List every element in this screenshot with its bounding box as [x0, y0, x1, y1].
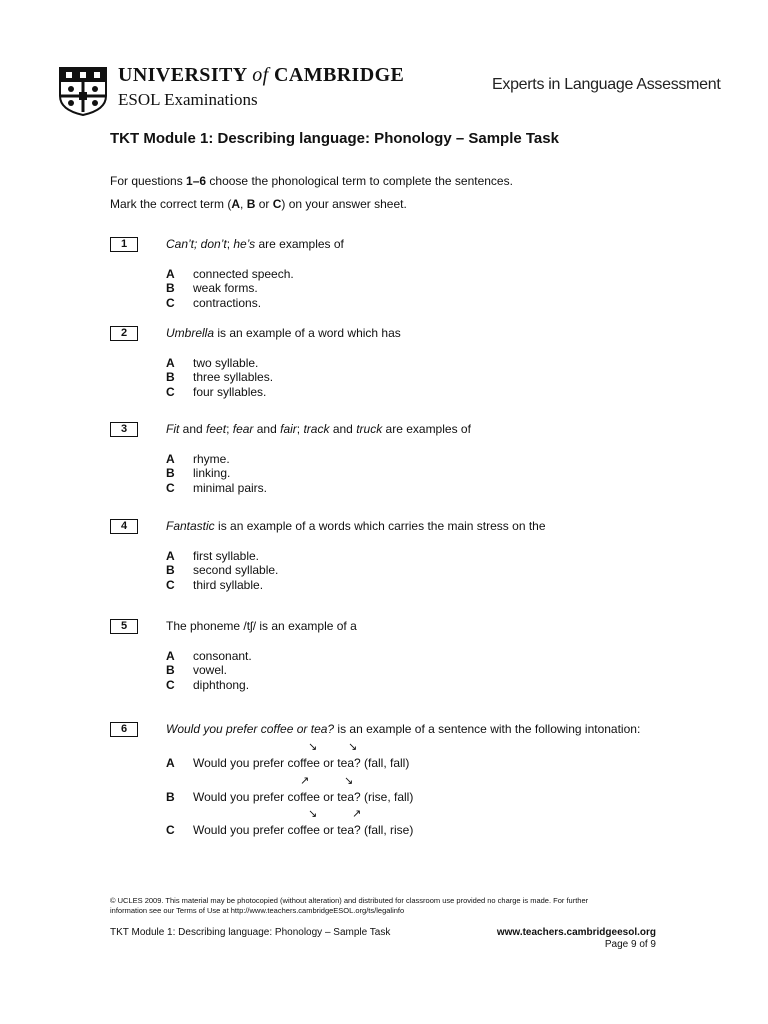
option-letter: A — [166, 549, 175, 563]
option-letter: C — [166, 296, 175, 310]
page-number: Page 9 of 9 — [604, 939, 656, 950]
option-letter: B — [166, 563, 175, 577]
option-text: contractions. — [193, 296, 262, 310]
option-letter: B — [166, 281, 175, 295]
option-letter: C — [166, 578, 175, 592]
option-text: linking. — [193, 466, 231, 480]
cambridge-crest-logo — [58, 66, 108, 116]
question-stem: Fantastic is an example of a words which carries the main stress on the — [166, 519, 546, 533]
fall-arrow-icon: ↘ — [308, 808, 318, 820]
option-letter: C — [166, 823, 175, 837]
option-text: first syllable. — [193, 549, 260, 563]
option-letter: A — [166, 452, 175, 466]
tagline: Experts in Language Assessment — [492, 76, 721, 93]
fall-arrow-icon: ↘ — [348, 741, 358, 753]
option-text: four syllables. — [193, 385, 267, 399]
option-letter: A — [166, 267, 175, 281]
question-stem: Can’t; don’t; he’s are examples of — [166, 237, 344, 251]
question-number: 6 — [110, 722, 138, 737]
option-letter: B — [166, 466, 175, 480]
option-text: Would you prefer coffee or tea? (fall, fall) — [193, 756, 410, 770]
esol-subtitle: ESOL Examinations — [118, 90, 258, 109]
option-text: connected speech. — [193, 267, 294, 281]
question-number: 4 — [110, 519, 138, 534]
rise-arrow-icon: ↗ — [300, 775, 310, 787]
copyright-notice: © UCLES 2009. This material may be photocopied (without alteration) and distributed for classroom use provided no charge is made. For further information see our Terms of Use at http://www.teachers.cambridgeESOL.org/ts/legalinfo — [110, 896, 589, 915]
footer-url: www.teachers.cambridgeesol.org — [496, 927, 656, 938]
instruction-line-2: Mark the correct term (A, B or C) on your answer sheet. — [110, 197, 407, 211]
option-text: diphthong. — [193, 678, 250, 692]
question-stem: Would you prefer coffee or tea? is an example of a sentence with the following intonation: — [166, 722, 641, 736]
option-text: rhyme. — [193, 452, 230, 466]
option-text: consonant. — [193, 649, 252, 663]
option-text: Would you prefer coffee or tea? (rise, fall) — [193, 790, 414, 804]
option-letter: B — [166, 790, 175, 804]
question-number: 3 — [110, 422, 138, 437]
option-text: Would you prefer coffee or tea? (fall, rise) — [193, 823, 414, 837]
instruction-line-1: For questions 1–6 choose the phonological term to complete the sentences. — [110, 174, 513, 188]
question-number: 2 — [110, 326, 138, 341]
question-stem: The phoneme /tʃ/ is an example of a — [166, 619, 357, 633]
option-text: minimal pairs. — [193, 481, 268, 495]
fall-arrow-icon: ↘ — [308, 741, 318, 753]
university-name: UNIVERSITY of CAMBRIDGE — [118, 64, 405, 86]
question-stem: Umbrella is an example of a word which has — [166, 326, 401, 340]
footer-title: TKT Module 1: Describing language: Phonology – Sample Task — [110, 927, 391, 938]
question-number: 5 — [110, 619, 138, 634]
option-text: weak forms. — [193, 281, 258, 295]
page-title: TKT Module 1: Describing language: Phonology – Sample Task — [110, 130, 559, 147]
question-number: 1 — [110, 237, 138, 252]
option-letter: C — [166, 385, 175, 399]
option-text: two syllable. — [193, 356, 259, 370]
option-letter: B — [166, 663, 175, 677]
option-letter: A — [166, 756, 175, 770]
option-letter: B — [166, 370, 175, 384]
option-letter: C — [166, 678, 175, 692]
option-letter: C — [166, 481, 175, 495]
question-stem: Fit and feet; fear and fair; track and truck are examples of — [166, 422, 471, 436]
option-text: third syllable. — [193, 578, 264, 592]
rise-arrow-icon: ↗ — [352, 808, 362, 820]
option-text: second syllable. — [193, 563, 279, 577]
option-letter: A — [166, 356, 175, 370]
option-text: three syllables. — [193, 370, 274, 384]
option-letter: A — [166, 649, 175, 663]
fall-arrow-icon: ↘ — [344, 775, 354, 787]
option-text: vowel. — [193, 663, 228, 677]
